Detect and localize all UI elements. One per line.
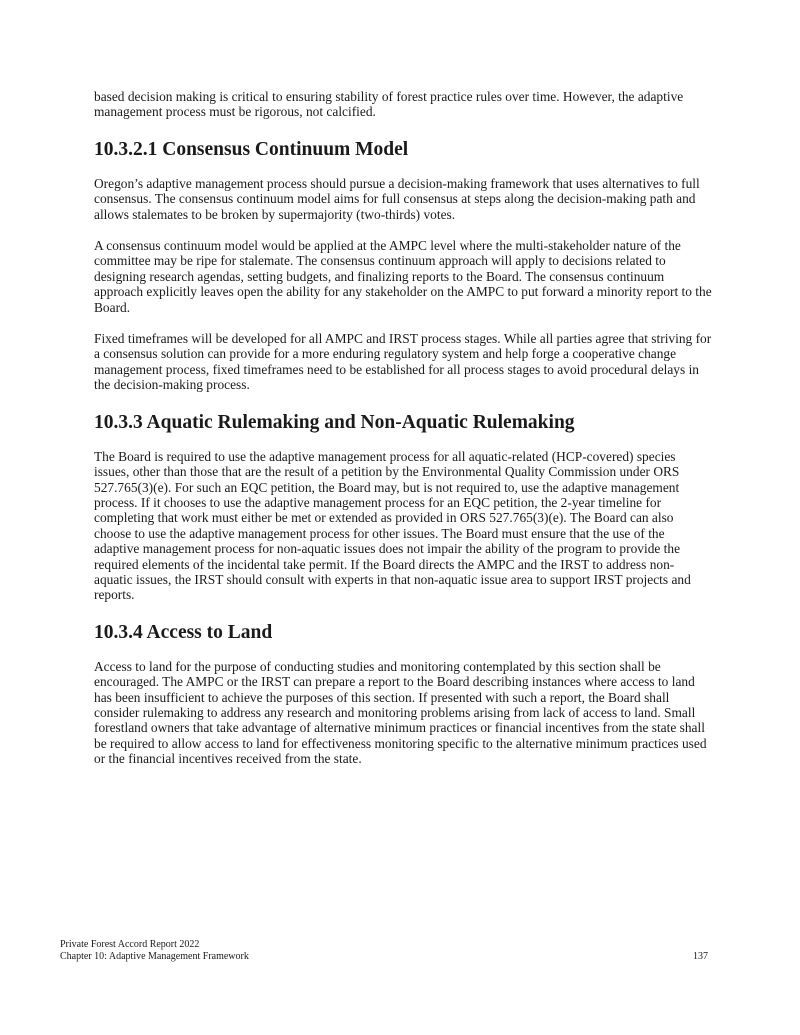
paragraph: A consensus continuum model would be applied at the AMPC level where the multi-stakeholder nature of the committee may be ripe for stalemate. The consensus continuum approach will apply to decisions related to designing research agendas, setting budgets, and finalizing reports to the Board. The consensus continuum approach explicitly leaves open the ability for any stakeholder on the AMPC to put forward a minority report to the Board. bbox=[94, 238, 712, 315]
section-heading-consensus-continuum-model: 10.3.2.1 Consensus Continuum Model bbox=[94, 138, 409, 160]
paragraph: Fixed timeframes will be developed for all AMPC and IRST process stages. While all parties agree that striving for a consensus solution can provide for a more enduring regulatory system and help forge a cooperative change management process, fixed timeframes need to be established for all process stages to avoid procedural delays in the decision-making process. bbox=[94, 331, 712, 393]
page-number: 137 bbox=[693, 951, 708, 962]
page-footer bbox=[60, 939, 708, 963]
paragraph: Access to land for the purpose of conducting studies and monitoring contemplated by this section shall be encouraged. The AMPC or the IRST can prepare a report to the Board describing instances where access to land has been insufficient to achieve the purposes of this section. If presented with such a report, the Board shall consider rulemaking to address any research and monitoring problems arising from lack of access to land. Small forestland owners that take advantage of alternative minimum practices or financial incentives from the state shall be required to allow access to land for effectiveness monitoring specific to the alternative minimum practices used or the financial incentives received from the state. bbox=[94, 658, 707, 767]
page-content bbox=[94, 89, 712, 767]
intro-paragraph: based decision making is critical to ensuring stability of forest practice rules over time. However, the adaptive management process must be rigorous, not calcified. bbox=[94, 89, 684, 120]
paragraph: The Board is required to use the adaptive management process for all aquatic-related (HCP-covered) species issues, other than those that are the result of a petition by the Environmental Quality Commission under ORS 527.765(3)(e). For such an EQC petition, the Board may, but is not required to, use the adaptive management process. If it chooses to use the adaptive management process for an EQC petition, the 2-year timeline for completing that work must either be met or extended as provided in ORS 527.765(3)(e). The Board can also choose to use the adaptive management process for other issues. The Board must ensure that the use of the adaptive management process for non-aquatic issues does not impair the ability of the program to provide the required elements of the incidental take permit. If the Board directs the AMPC and the IRST to address non-aquatic issues, the IRST should consult with experts in that non-aquatic issue area to support IRST projects and reports. bbox=[94, 448, 691, 603]
footer-chapter: Chapter 10: Adaptive Management Framework bbox=[60, 951, 249, 962]
section-heading-access-to-land: 10.3.4 Access to Land bbox=[94, 621, 273, 643]
section-heading-aquatic-rulemaking: 10.3.3 Aquatic Rulemaking and Non-Aquatic Rulemaking bbox=[94, 411, 575, 433]
paragraph: Oregon’s adaptive management process should pursue a decision-making framework that uses alternatives to full consensus. The consensus continuum model aims for full consensus at steps along the decision-making path and allows stalemates to be broken by supermajority (two-thirds) votes. bbox=[94, 175, 700, 222]
footer-report-title: Private Forest Accord Report 2022 bbox=[60, 939, 200, 950]
